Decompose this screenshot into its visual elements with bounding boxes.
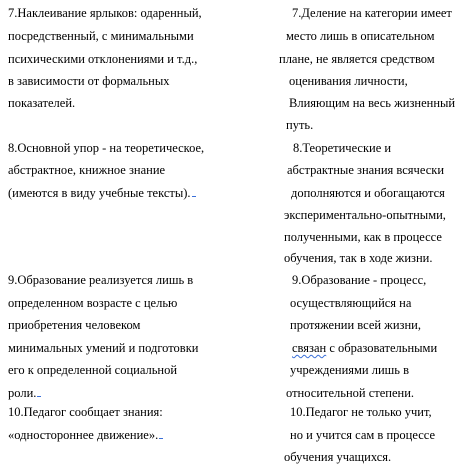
left-line-9a: 9.Образование реализуется лишь в xyxy=(8,273,194,287)
left-line-8a: 8.Основной упор - на теоретическое, xyxy=(8,141,205,155)
left-line-10b xyxy=(8,428,163,443)
right-line-10c: обучения учащихся. xyxy=(284,450,392,464)
left-line-9e: его к определенной социальной xyxy=(8,363,178,377)
left-line-9d: минимальных умений и подготовки xyxy=(8,341,199,355)
right-line-10a: 10.Педагог не только учит, xyxy=(290,405,432,419)
grammar-mark xyxy=(192,194,196,197)
right-line-9d-rest: с образовательными xyxy=(326,341,438,355)
right-line-9d xyxy=(292,341,437,356)
right-line-8c: дополняются и обогащаются xyxy=(291,186,445,200)
right-line-8f: обучения, так в ходе жизни. xyxy=(284,251,433,265)
right-line-7d: оценивания личности, xyxy=(289,74,408,88)
right-line-10b: но и учится сам в процессе xyxy=(290,428,435,442)
right-line-9e: учреждениями лишь в xyxy=(290,363,410,377)
right-line-7f: путь. xyxy=(286,118,314,132)
right-line-9a: 9.Образование - процесс, xyxy=(292,273,427,287)
left-line-7d: в зависимости от формальных xyxy=(8,74,170,88)
grammar-mark xyxy=(37,394,41,397)
right-line-9b: осуществляющийся на xyxy=(290,296,412,310)
left-line-8c xyxy=(8,186,196,201)
right-line-8a: 8.Теоретические и xyxy=(293,141,392,155)
left-line-7a: 7.Наклеивание ярлыков: одаренный, xyxy=(8,6,202,20)
right-line-8d: экспериментально-опытными, xyxy=(284,208,446,222)
left-line-10a: 10.Педагог сообщает знания: xyxy=(8,405,163,419)
left-line-8b: абстрактное, книжное знание xyxy=(8,163,166,177)
right-line-8e: полученными, как в процессе xyxy=(284,230,442,244)
left-line-9f xyxy=(8,386,41,401)
left-line-10b-text: «одностороннее движение». xyxy=(8,428,159,442)
right-line-9f: относительной степени. xyxy=(286,386,415,400)
left-line-9c: приобретения человеком xyxy=(8,318,141,332)
right-line-7a: 7.Деление на категории имеет xyxy=(292,6,452,20)
left-line-7b: посредственный, с минимальными xyxy=(8,29,194,43)
right-line-8b: абстрактные знания всячески xyxy=(287,163,445,177)
right-line-7c: плане, не является средством xyxy=(279,52,435,66)
right-line-9c: протяжении всей жизни, xyxy=(290,318,421,332)
left-line-7e: показателей. xyxy=(8,96,76,110)
grammar-mark xyxy=(159,436,163,439)
left-line-9f-text: роли. xyxy=(8,386,37,400)
left-line-9b: определенном возрасте с целью xyxy=(8,296,178,310)
left-line-8c-text: (имеются в виду учебные тексты). xyxy=(8,186,191,200)
spellcheck-word: связан xyxy=(292,341,327,355)
right-line-7b: место лишь в описательном xyxy=(286,29,435,43)
right-line-7e: Влияющим на весь жизненный xyxy=(289,96,456,110)
left-line-7c: психическими отклонениями и т.д., xyxy=(8,52,198,66)
